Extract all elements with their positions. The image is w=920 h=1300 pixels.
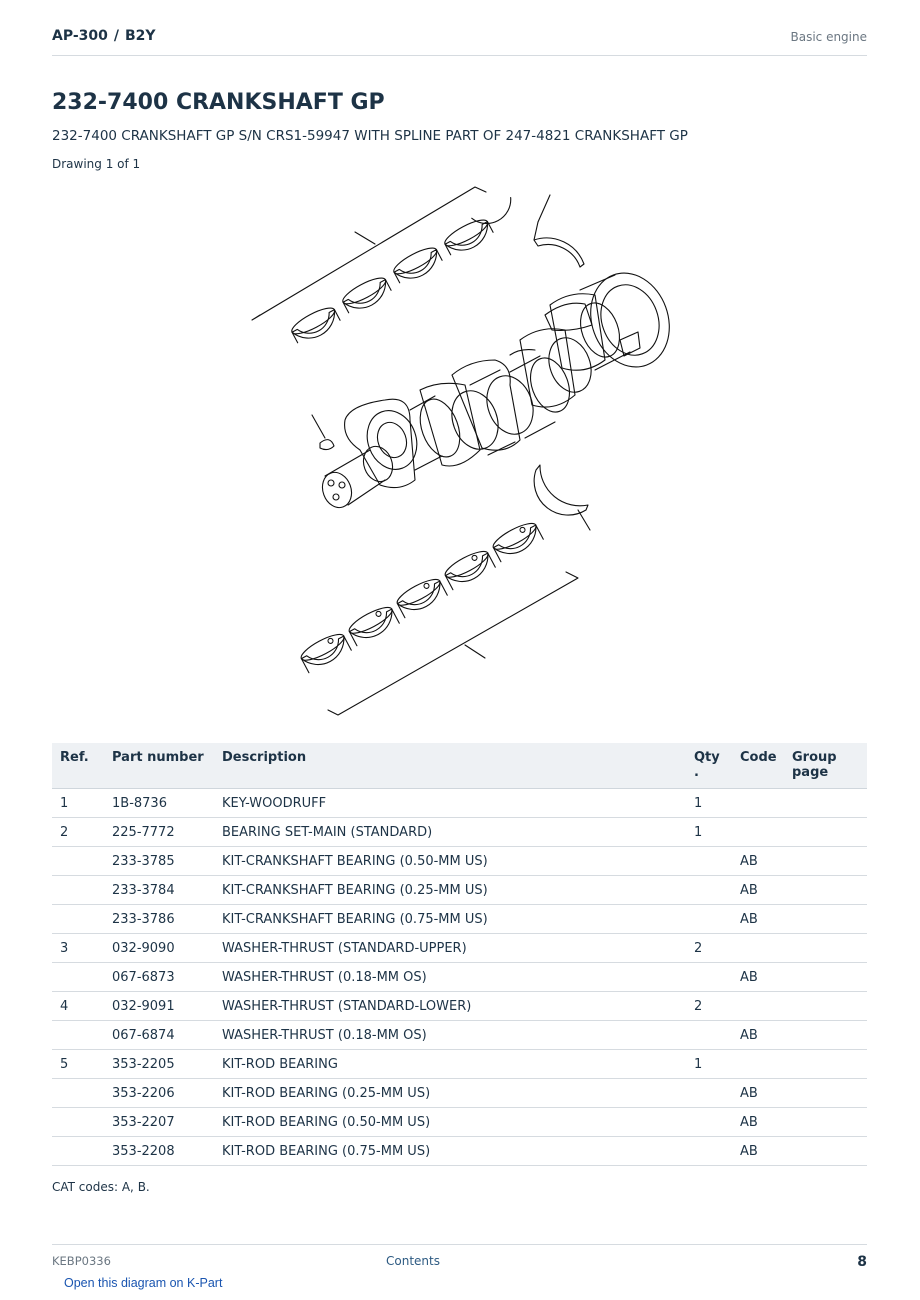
cell-code: AB xyxy=(732,1137,784,1166)
cell-part-number: 067-6873 xyxy=(104,963,214,992)
page-footer xyxy=(52,1244,867,1275)
cell-ref xyxy=(52,1108,104,1137)
table-row xyxy=(52,992,867,1021)
page-number: 8 xyxy=(857,1254,867,1270)
col-header-description: Description xyxy=(214,743,686,789)
breadcrumb-separator: / xyxy=(113,28,120,44)
cell-ref xyxy=(52,1021,104,1050)
cell-qty: 1 xyxy=(686,818,732,847)
cell-ref xyxy=(52,1079,104,1108)
cell-code: AB xyxy=(732,963,784,992)
table-row xyxy=(52,1021,867,1050)
cell-ref: 1 xyxy=(52,789,104,818)
contents-link[interactable]: Contents xyxy=(386,1254,440,1268)
cell-part-number: 353-2207 xyxy=(104,1108,214,1137)
qty-header-line1: Qty xyxy=(694,750,720,765)
cell-group-page xyxy=(784,905,867,934)
page-title: 232-7400 CRANKSHAFT GP xyxy=(52,90,385,115)
cell-qty xyxy=(686,1137,732,1166)
cell-group-page xyxy=(784,818,867,847)
cell-group-page xyxy=(784,1021,867,1050)
table-row xyxy=(52,818,867,847)
cell-part-number: 1B-8736 xyxy=(104,789,214,818)
cell-qty: 2 xyxy=(686,934,732,963)
cat-codes-note: CAT codes: A, B. xyxy=(52,1180,150,1194)
cell-code: AB xyxy=(732,847,784,876)
cell-part-number: 233-3784 xyxy=(104,876,214,905)
cell-description: BEARING SET-MAIN (STANDARD) xyxy=(214,818,686,847)
group-header-line1: Group xyxy=(792,750,837,765)
cell-description: KIT-ROD BEARING (0.25-MM US) xyxy=(214,1079,686,1108)
group-header-line2: page xyxy=(792,765,829,780)
cell-part-number: 067-6874 xyxy=(104,1021,214,1050)
cell-part-number: 353-2206 xyxy=(104,1079,214,1108)
cell-part-number: 225-7772 xyxy=(104,818,214,847)
cell-qty xyxy=(686,1079,732,1108)
lower-thrust-washer xyxy=(534,465,590,530)
cell-qty: 1 xyxy=(686,789,732,818)
upper-bearing-group xyxy=(252,187,517,346)
cell-part-number: 032-9090 xyxy=(104,934,214,963)
cell-ref xyxy=(52,876,104,905)
cell-ref: 5 xyxy=(52,1050,104,1079)
breadcrumb xyxy=(52,28,156,44)
section-name: Basic engine xyxy=(790,30,867,44)
cell-code xyxy=(732,818,784,847)
cell-group-page xyxy=(784,1137,867,1166)
cell-group-page xyxy=(784,789,867,818)
model-name: AP-300 xyxy=(52,28,108,44)
page-header xyxy=(52,28,867,56)
table-row xyxy=(52,789,867,818)
open-diagram-link[interactable]: Open this diagram on K-Part xyxy=(64,1276,223,1290)
cell-part-number: 032-9091 xyxy=(104,992,214,1021)
cell-code xyxy=(732,1050,784,1079)
lower-bearing-group xyxy=(298,519,578,715)
cell-description: KIT-ROD BEARING xyxy=(214,1050,686,1079)
cell-code: AB xyxy=(732,876,784,905)
cell-ref: 2 xyxy=(52,818,104,847)
cell-group-page xyxy=(784,934,867,963)
col-header-group-page xyxy=(784,743,867,789)
cell-group-page xyxy=(784,1079,867,1108)
cell-group-page xyxy=(784,1108,867,1137)
cell-group-page xyxy=(784,963,867,992)
serial-prefix: B2Y xyxy=(125,28,156,44)
cell-qty xyxy=(686,1108,732,1137)
drawing-label: Drawing 1 of 1 xyxy=(52,157,141,171)
cell-description: KEY-WOODRUFF xyxy=(214,789,686,818)
parts-table xyxy=(52,743,867,1166)
cell-description: WASHER-THRUST (STANDARD-UPPER) xyxy=(214,934,686,963)
upper-thrust-washer xyxy=(534,195,584,267)
cell-ref xyxy=(52,963,104,992)
parts-table-body xyxy=(52,789,867,1166)
cell-part-number: 233-3785 xyxy=(104,847,214,876)
cell-part-number: 353-2205 xyxy=(104,1050,214,1079)
cell-description: WASHER-THRUST (STANDARD-LOWER) xyxy=(214,992,686,1021)
cell-qty xyxy=(686,876,732,905)
cell-code xyxy=(732,789,784,818)
cell-description: KIT-ROD BEARING (0.75-MM US) xyxy=(214,1137,686,1166)
table-row xyxy=(52,905,867,934)
table-row xyxy=(52,1050,867,1079)
cell-qty xyxy=(686,905,732,934)
document-id: KEBP0336 xyxy=(52,1254,111,1268)
cell-qty xyxy=(686,1021,732,1050)
cell-ref: 4 xyxy=(52,992,104,1021)
woodruff-key xyxy=(312,415,334,450)
cell-description: KIT-CRANKSHAFT BEARING (0.50-MM US) xyxy=(214,847,686,876)
cell-ref xyxy=(52,847,104,876)
cell-part-number: 233-3786 xyxy=(104,905,214,934)
cell-description: KIT-CRANKSHAFT BEARING (0.75-MM US) xyxy=(214,905,686,934)
page-subtitle: 232-7400 CRANKSHAFT GP S/N CRS1-59947 WITH SPLINE PART OF 247-4821 CRANKSHAFT GP xyxy=(52,128,688,144)
cell-code: AB xyxy=(732,1108,784,1137)
cell-group-page xyxy=(784,1050,867,1079)
cell-qty xyxy=(686,963,732,992)
table-row xyxy=(52,1108,867,1137)
cell-group-page xyxy=(784,876,867,905)
cell-qty: 1 xyxy=(686,1050,732,1079)
table-row xyxy=(52,934,867,963)
table-row xyxy=(52,847,867,876)
cell-code: AB xyxy=(732,1021,784,1050)
cell-group-page xyxy=(784,992,867,1021)
cell-description: KIT-CRANKSHAFT BEARING (0.25-MM US) xyxy=(214,876,686,905)
col-header-qty xyxy=(686,743,732,789)
col-header-ref: Ref. xyxy=(52,743,104,789)
cell-code: AB xyxy=(732,1079,784,1108)
col-header-part-number: Part number xyxy=(104,743,214,789)
cell-description: WASHER-THRUST (0.18-MM OS) xyxy=(214,1021,686,1050)
cell-description: KIT-ROD BEARING (0.50-MM US) xyxy=(214,1108,686,1137)
cell-code: AB xyxy=(732,905,784,934)
cell-code xyxy=(732,934,784,963)
cell-description: WASHER-THRUST (0.18-MM OS) xyxy=(214,963,686,992)
cell-ref xyxy=(52,1137,104,1166)
table-row xyxy=(52,1137,867,1166)
table-header-row xyxy=(52,743,867,789)
cell-group-page xyxy=(784,847,867,876)
table-row xyxy=(52,876,867,905)
cell-code xyxy=(732,992,784,1021)
table-row xyxy=(52,1079,867,1108)
crankshaft-exploded-diagram xyxy=(220,180,700,725)
cell-ref: 3 xyxy=(52,934,104,963)
table-row xyxy=(52,963,867,992)
col-header-code: Code xyxy=(732,743,784,789)
qty-header-line2: . xyxy=(694,765,699,780)
cell-qty xyxy=(686,847,732,876)
cell-ref xyxy=(52,905,104,934)
cell-part-number: 353-2208 xyxy=(104,1137,214,1166)
cell-qty: 2 xyxy=(686,992,732,1021)
